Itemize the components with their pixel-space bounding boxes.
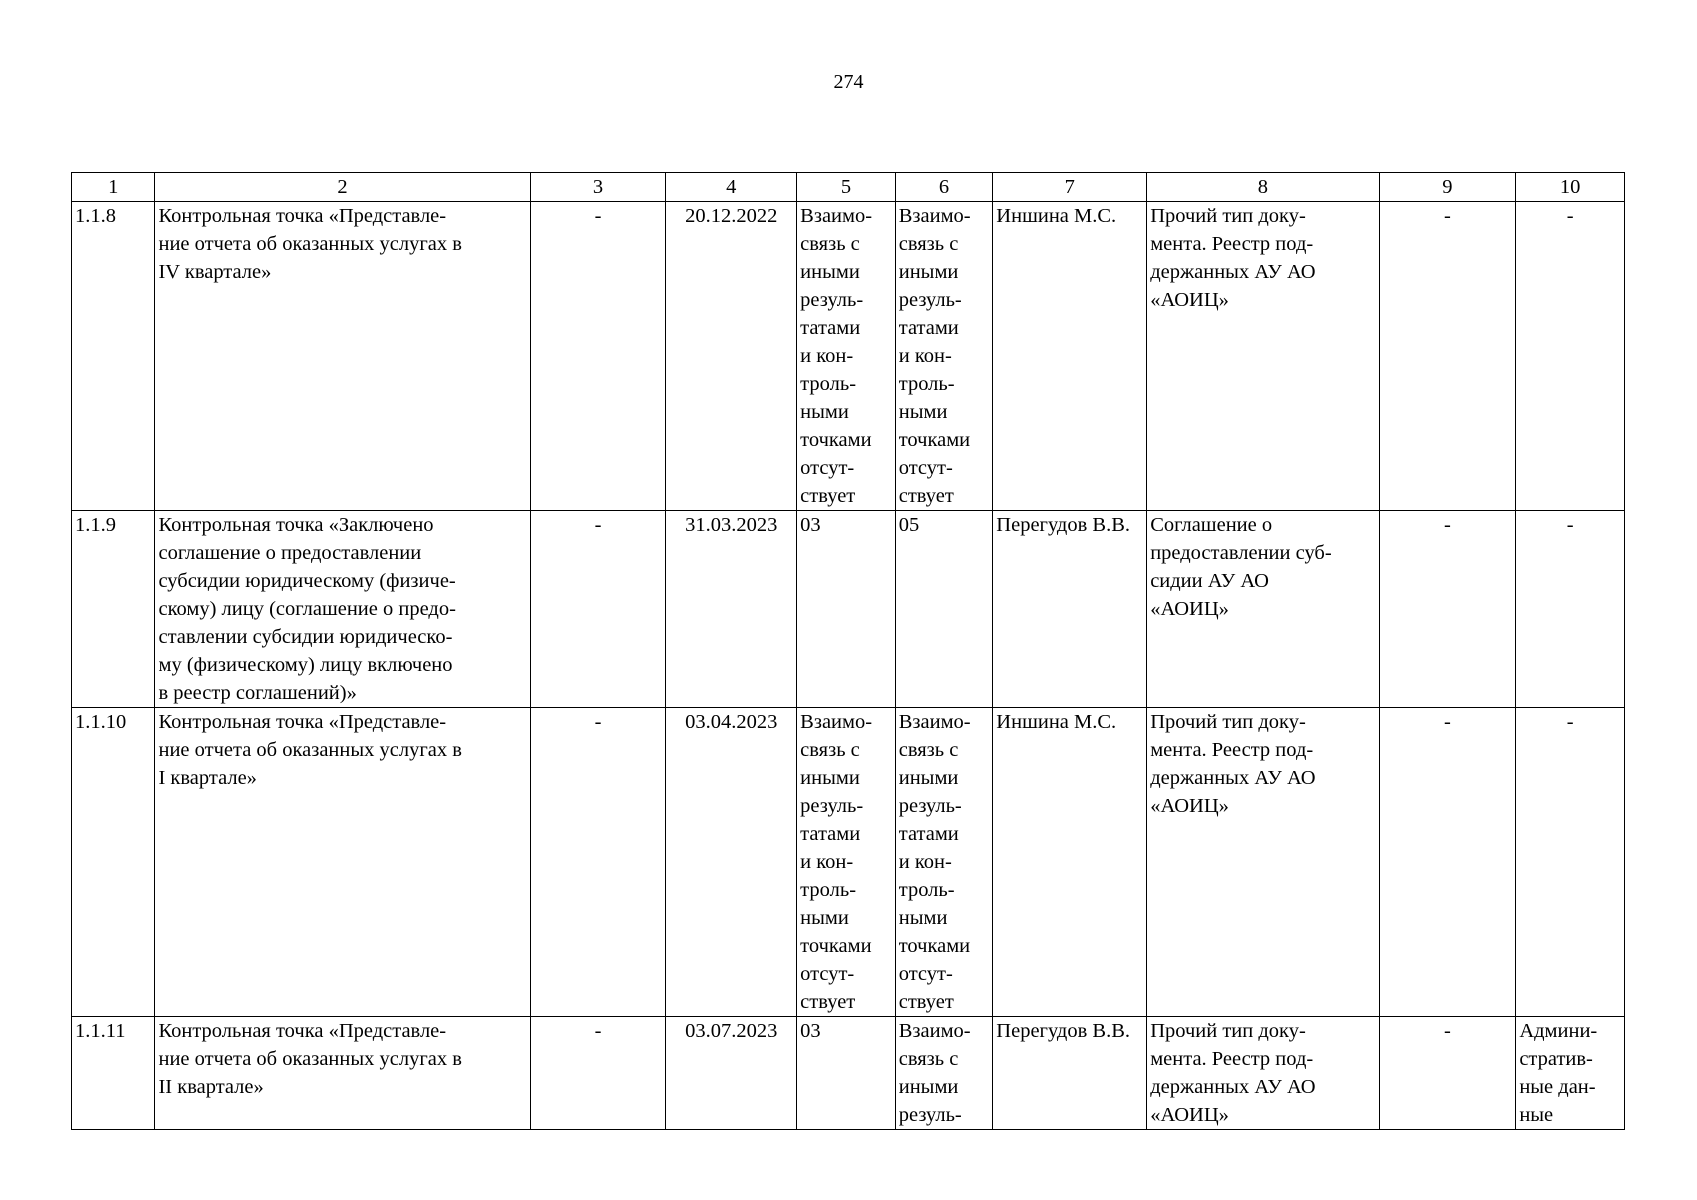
document-type-cell: Прочий тип доку- мента. Реестр под- держанных АУ АО «АОИЦ»: [1147, 708, 1379, 1017]
column-5-cell: Взаимо- связь с иными резуль- татами и кон- троль- ными точками отсут- ствует: [797, 202, 896, 511]
row-number-cell: 1.1.11: [72, 1017, 155, 1130]
row-number-cell: 1.1.8: [72, 202, 155, 511]
table-row: [72, 202, 1625, 511]
column-header: 7: [993, 173, 1147, 202]
row-number-cell: 1.1.9: [72, 511, 155, 708]
column-6-cell: 05: [895, 511, 993, 708]
column-9-cell: -: [1379, 511, 1516, 708]
column-10-cell: -: [1516, 202, 1625, 511]
column-10-cell: -: [1516, 511, 1625, 708]
control-point-name-cell: Контрольная точка «Представле- ние отчета об оказанных услугах в II квартале»: [155, 1017, 530, 1130]
column-header: 4: [666, 173, 797, 202]
page-number: 274: [833, 71, 864, 93]
column-5-cell: Взаимо- связь с иными резуль- татами и кон- троль- ными точками отсут- ствует: [797, 708, 896, 1017]
responsible-cell: Перегудов В.В.: [993, 1017, 1147, 1130]
column-6-cell: Взаимо- связь с иными резуль-: [895, 1017, 993, 1130]
column-header: 5: [797, 173, 896, 202]
column-header: 8: [1147, 173, 1379, 202]
date-cell: 03.07.2023: [666, 1017, 797, 1130]
column-header: 1: [72, 173, 155, 202]
table-row: [72, 511, 1625, 708]
column-6-cell: Взаимо- связь с иными резуль- татами и кон- троль- ными точками отсут- ствует: [895, 708, 993, 1017]
column-3-cell: -: [530, 202, 666, 511]
table-row: [72, 1017, 1625, 1130]
column-10-cell: -: [1516, 708, 1625, 1017]
date-cell: 03.04.2023: [666, 708, 797, 1017]
table-row: [72, 708, 1625, 1017]
responsible-cell: Иншина М.С.: [993, 708, 1147, 1017]
column-3-cell: -: [530, 708, 666, 1017]
column-10-cell: Админи- стратив- ные дан- ные: [1516, 1017, 1625, 1130]
column-3-cell: -: [530, 511, 666, 708]
column-3-cell: -: [530, 1017, 666, 1130]
document-type-cell: Прочий тип доку- мента. Реестр под- держанных АУ АО «АОИЦ»: [1147, 202, 1379, 511]
date-cell: 20.12.2022: [666, 202, 797, 511]
date-cell: 31.03.2023: [666, 511, 797, 708]
control-point-name-cell: Контрольная точка «Заключено соглашение о предоставлении субсидии юридическому (физиче- скому) лицу (соглашение о предо- ставлении субсидии юридическо- му (физическому) лицу включено в реестр соглашений)»: [155, 511, 530, 708]
column-header: 6: [895, 173, 993, 202]
responsible-cell: Перегудов В.В.: [993, 511, 1147, 708]
responsible-cell: Иншина М.С.: [993, 202, 1147, 511]
control-point-name-cell: Контрольная точка «Представле- ние отчета об оказанных услугах в I квартале»: [155, 708, 530, 1017]
column-5-cell: 03: [797, 511, 896, 708]
row-number-cell: 1.1.10: [72, 708, 155, 1017]
column-6-cell: Взаимо- связь с иными резуль- татами и кон- троль- ными точками отсут- ствует: [895, 202, 993, 511]
control-points-table: [71, 172, 1625, 1130]
column-header: 10: [1516, 173, 1625, 202]
control-point-name-cell: Контрольная точка «Представле- ние отчета об оказанных услугах в IV квартале»: [155, 202, 530, 511]
column-9-cell: -: [1379, 708, 1516, 1017]
document-type-cell: Прочий тип доку- мента. Реестр под- держанных АУ АО «АОИЦ»: [1147, 1017, 1379, 1130]
column-9-cell: -: [1379, 1017, 1516, 1130]
column-5-cell: 03: [797, 1017, 896, 1130]
column-header: 2: [155, 173, 530, 202]
column-header: 9: [1379, 173, 1516, 202]
document-type-cell: Соглашение о предоставлении суб- сидии АУ АО «АОИЦ»: [1147, 511, 1379, 708]
table-header-row: [72, 173, 1625, 202]
column-9-cell: -: [1379, 202, 1516, 511]
column-header: 3: [530, 173, 666, 202]
